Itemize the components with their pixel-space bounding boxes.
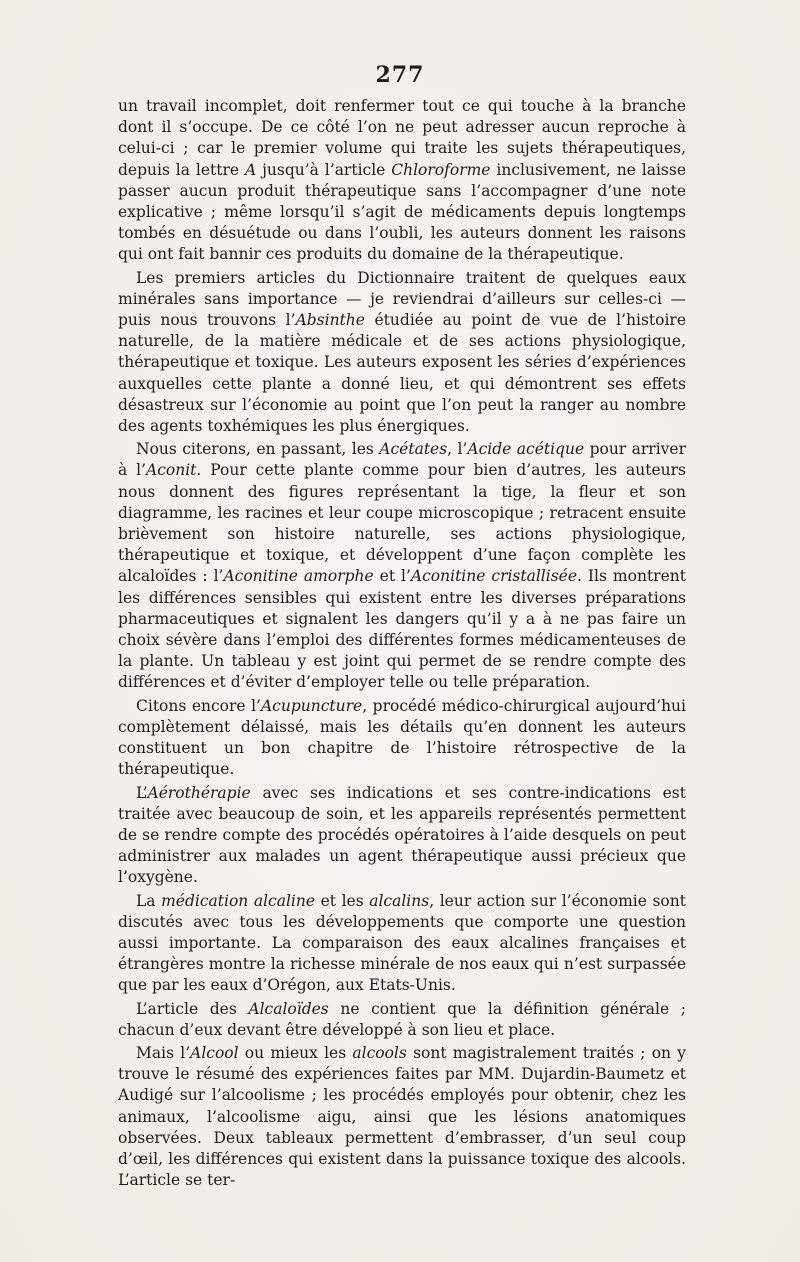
- italic-term: Aconit: [146, 461, 197, 480]
- italic-term: Alcool: [190, 1043, 239, 1062]
- text-run: étudiée au point de vue de l’histoire naturelle, de la matière médicale et de ses actions physiologique, thérapeutique et toxique. Les auteurs exposent les séries d’expériences auxquelles cette plante a donné lieu, et qui démontrent ses effets désastreux sur l’économie au point que l’on peut la ranger au nombre des agents toxhémiques les plus énergiques.: [118, 311, 686, 436]
- italic-term: Acide acétique: [467, 440, 585, 459]
- italic-term: Aérothérapie: [147, 783, 251, 802]
- text-run: ne contient que la définition générale ; chacun d’eux devant être développé à son lieu et place.: [118, 999, 686, 1039]
- italic-term: Alcaloïdes: [248, 999, 329, 1018]
- italic-term: Chloroforme: [391, 160, 491, 179]
- text-run: inclusivement, ne laisse passer aucun produit thérapeutique sans l’accompagner d’une note explicative ; même lorsqu’il s’agit de médicaments depuis longtemps tombés en désuétude ou dans l’oubli, les auteurs donnent les raisons qui ont fait bannir ces produits du domaine de la thérapeutique.: [118, 160, 686, 264]
- text-run: ou mieux les: [238, 1043, 353, 1062]
- paragraph: [118, 696, 686, 781]
- paragraph: [118, 268, 686, 438]
- text-run: avec ses indications et ses contre-indications est traitée avec beaucoup de soin, et les appareils représentés permettent de se rendre compte des procédés opératoires à l’aide desquels on peut administrer aux malades un agent thérapeutique aussi précieux que l’oxygène.: [118, 783, 686, 887]
- paragraph: [118, 1043, 686, 1191]
- italic-term: médication alcaline: [161, 891, 316, 910]
- text-run: L’article des: [136, 999, 249, 1018]
- italic-term: alcools: [352, 1043, 407, 1062]
- text-run: La: [136, 891, 162, 910]
- text-run: pour arriver à l’: [118, 440, 686, 480]
- text-run: et l’: [373, 567, 411, 586]
- text-run: , l’: [447, 440, 468, 459]
- text-run: jusqu’à l’article: [256, 160, 392, 179]
- italic-term: Aconitine cristallisée: [410, 567, 578, 586]
- text-run: Nous citerons, en passant, les: [136, 440, 380, 459]
- text-run: un travail incomplet, doit renfermer tout ce qui touche à la branche dont il s’occupe. De ce côté l’on ne peut adresser aucun reproche à celui-ci ; car le premier volume qui traite les sujets thérapeutiques, depuis la lettre: [118, 97, 686, 179]
- text-run: , leur action sur l’économie sont discutés avec tous les développements que comporte une question aussi importante. La comparaison des eaux alcalines françaises et étrangères montre la richesse minérale de nos eaux qui n’est surpassée que par les eaux d’Orégon, aux Etats-Unis.: [118, 891, 686, 995]
- italic-term: Absinthe: [295, 311, 365, 330]
- text-run: L’: [136, 783, 148, 802]
- text-run: Les premiers articles du Dictionnaire traitent de quelques eaux minérales sans importance — je reviendrai d’ailleurs sur celles-ci — puis nous trouvons l’: [118, 268, 686, 330]
- italic-term: Acupuncture: [260, 696, 363, 715]
- italic-term: alcalins: [369, 891, 430, 910]
- text-run: Mais l’: [136, 1043, 191, 1062]
- paragraph: [118, 999, 686, 1041]
- body-text: [118, 96, 686, 1193]
- paragraph: [118, 891, 686, 997]
- italic-term: Aconitine amorphe: [223, 567, 374, 586]
- text-run: et les: [315, 891, 370, 910]
- italic-term: Acétates: [379, 440, 448, 459]
- text-run: Citons encore l’: [136, 696, 261, 715]
- paragraph: [118, 96, 686, 266]
- page-number: 277: [375, 62, 425, 88]
- text-run: . Pour cette plante comme pour bien d’autres, les auteurs nous donnent des figures représentant la tige, la fleur et son diagramme, les racines et leur coupe microscopique ; retracent ensuite brièvement son histoire naturelle, ses actions physiologique, thérapeutique et toxique, et développent d’une façon complète les alcaloïdes : l’: [118, 461, 686, 586]
- paragraph: [118, 783, 686, 889]
- italic-term: A: [244, 160, 257, 179]
- text-run: . Ils montrent les différences sensibles qui existent entre les diverses préparations pharmaceutiques et signalent les dangers qu’il y a à ne pas faire un choix sévère dans l’emploi des différentes formes médicamenteuses de la plante. Un tableau y est joint qui permet de se rendre compte des différences et d’éviter d’employer telle ou telle préparation.: [118, 567, 686, 692]
- text-run: , procédé médico-chirurgical aujourd’hui complètement délaissé, mais les détails qu’en donnent les auteurs constituent un bon chapitre de l’histoire rétrospective de la thérapeutique.: [118, 696, 686, 779]
- paragraph: [118, 439, 686, 693]
- text-run: sont magistralement traités ; on y trouve le résumé des expériences faites par MM. Dujardin-Baumetz et Audigé sur l’alcoolisme ; les procédés employés pour obtenir, chez les animaux, l’alcoolisme aigu, ainsi que les lésions anatomiques observées. Deux tableaux permettent d’embrasser, d’un seul coup d’œil, les différences qui existent dans la puissance toxique des alcools. L’article se ter-: [118, 1043, 686, 1190]
